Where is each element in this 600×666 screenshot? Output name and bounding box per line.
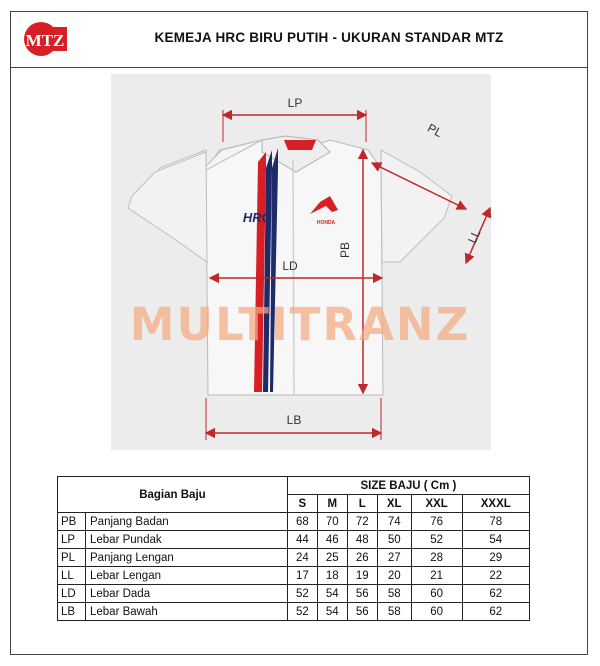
cell-pb-m: 70 [317, 513, 347, 531]
cell-ld-xl: 58 [377, 585, 411, 603]
row-code: LD [58, 585, 86, 603]
cell-pb-l: 72 [347, 513, 377, 531]
cell-ll-l: 19 [347, 567, 377, 585]
cell-lp-s: 44 [287, 531, 317, 549]
ll-label: LL [465, 227, 484, 246]
cell-pl-s: 24 [287, 549, 317, 567]
page-title: KEMEJA HRC BIRU PUTIH - UKURAN STANDAR MTZ [154, 30, 504, 45]
size-table [57, 476, 530, 621]
size-table-body [58, 513, 530, 621]
row-part-name: Lebar Bawah [86, 603, 288, 621]
right-sleeve [381, 150, 452, 262]
row-code: PL [58, 549, 86, 567]
size-header-m: M [317, 495, 347, 513]
cell-pl-l: 26 [347, 549, 377, 567]
cell-lb-m: 54 [317, 603, 347, 621]
cell-ll-m: 18 [317, 567, 347, 585]
cell-lp-xl: 50 [377, 531, 411, 549]
table-row [58, 513, 530, 531]
table-row [58, 585, 530, 603]
table-row [58, 567, 530, 585]
cell-pl-xxxl: 29 [462, 549, 529, 567]
cell-ld-s: 52 [287, 585, 317, 603]
cell-pb-xxxl: 78 [462, 513, 529, 531]
cell-lp-xxxl: 54 [462, 531, 529, 549]
cell-pb-xxl: 76 [411, 513, 462, 531]
cell-ll-s: 17 [287, 567, 317, 585]
cell-lb-l: 56 [347, 603, 377, 621]
cell-ld-xxxl: 62 [462, 585, 529, 603]
left-sleeve-lower [128, 152, 207, 262]
size-header-l: L [347, 495, 377, 513]
cell-lb-xxl: 60 [411, 603, 462, 621]
watermark: MULTITRANZ [129, 298, 471, 351]
pl-label: PL [425, 120, 445, 141]
honda-badge: HONDA [316, 220, 336, 226]
size-header-xxxl: XXXL [462, 495, 529, 513]
cell-ld-m: 54 [317, 585, 347, 603]
row-part-name: Lebar Dada [86, 585, 288, 603]
cell-lp-l: 48 [347, 531, 377, 549]
row-part-name: Lebar Lengan [86, 567, 288, 585]
row-code: LB [58, 603, 86, 621]
ld-label: LD [282, 259, 298, 273]
lp-label: LP [287, 96, 303, 110]
size-header-xxl: XXL [411, 495, 462, 513]
cell-lp-m: 46 [317, 531, 347, 549]
cell-pl-xxl: 28 [411, 549, 462, 567]
row-part-name: Panjang Lengan [86, 549, 288, 567]
cell-pl-xl: 27 [377, 549, 411, 567]
cell-ld-xxl: 60 [411, 585, 462, 603]
cell-lb-xl: 58 [377, 603, 411, 621]
size-header-s: S [287, 495, 317, 513]
cell-lb-s: 52 [287, 603, 317, 621]
collar-red-inner [284, 140, 316, 150]
table-row [58, 531, 530, 549]
cell-ll-xl: 20 [377, 567, 411, 585]
cell-ll-xxl: 21 [411, 567, 462, 585]
row-code: PB [58, 513, 86, 531]
cell-ll-xxxl: 22 [462, 567, 529, 585]
cell-ld-l: 56 [347, 585, 377, 603]
cell-pb-xl: 74 [377, 513, 411, 531]
logo-text: MTZ [25, 31, 65, 50]
part-column-header: Bagian Baju [58, 477, 288, 513]
row-part-name: Panjang Badan [86, 513, 288, 531]
row-code: LL [58, 567, 86, 585]
cell-lp-xxl: 52 [411, 531, 462, 549]
size-header-xl: XL [377, 495, 411, 513]
hrc-badge: HRC [242, 210, 272, 225]
row-code: LP [58, 531, 86, 549]
row-part-name: Lebar Pundak [86, 531, 288, 549]
cell-pl-m: 25 [317, 549, 347, 567]
size-table-header-row [58, 477, 530, 495]
cell-pb-s: 68 [287, 513, 317, 531]
pb-label: PB [338, 241, 352, 259]
cell-lb-xxxl: 62 [462, 603, 529, 621]
table-row [58, 603, 530, 621]
size-column-header: SIZE BAJU ( Cm ) [287, 477, 529, 495]
table-row [58, 549, 530, 567]
lb-label: LB [286, 413, 302, 427]
